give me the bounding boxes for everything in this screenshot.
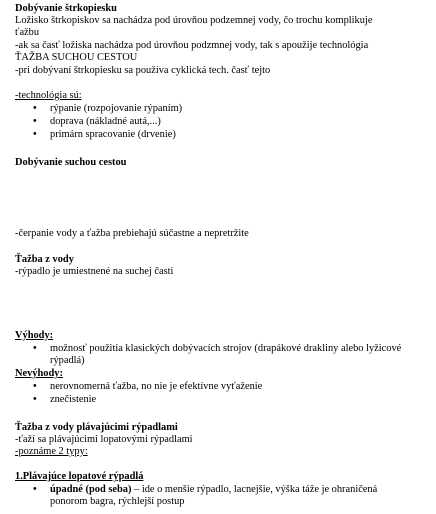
list-item-description: – ide o menšie rýpadlo, lacnejšie, výška táže je ohraničená ponorom bagra, rýchlejší postup [50,484,378,507]
doc-title: Dobývanie štrkopiesku [15,3,117,14]
section-heading: Dobývanie suchou cestou [15,157,127,168]
subsection-heading: 1.Plávajúce lopatové rýpadlá [15,471,144,482]
list-item-text: primárn spracovanie (drvenie) [50,129,176,140]
section-heading: Ťažba z vody plávajúcimi rýpadlami [15,422,178,433]
paragraph: -poznáme 2 typy: [15,446,88,457]
pros-heading: Výhody: [15,330,54,341]
list-item-text: nerovnomerná ťažba, no nie je efektívne vyťaženie [50,381,263,392]
list-item-text: doprava (nákladné autá,...) [50,116,161,127]
paragraph: -čerpanie vody a ťažba prebiehajú súčastne a nepretržite [15,228,249,239]
intro-line: Ložisko štrkopiskov sa nachádza pod úrovňou podzemnej vody, čo trochu komplikuje [15,15,373,26]
paragraph: -ťaží sa plávajúcimi lopatovými rýpadlami [15,434,193,445]
tech-heading: -technológia sú: [15,90,82,101]
list-item-bold-term: úpadné (pod seba) [50,484,132,495]
intro-line: ŤAŽBA SUCHOU CESTOU [15,52,138,63]
list-item-text: rýpanie (rozpojovanie rýpaním) [50,103,183,114]
intro-line: ťažbu [15,27,40,38]
intro-line: -pri dobývaní štrkopiesku sa používa cyklická tech. časť tejto [15,65,271,76]
intro-line: -ak sa časť ložiska nachádza pod úrovňou podzmnej vody, tak s apoužije technológia [15,40,369,51]
paragraph: -rýpadlo je umiestnené na suchej časti [15,266,174,277]
list-item-text [50,484,410,507]
list-item-text: znečistenie [50,394,97,405]
list-item-text: možnosť použitia klasických dobývacích strojov (drapákové drakliny alebo lyžicové rýpadlá) [50,343,402,366]
section-heading: Ťažba z vody [15,254,74,265]
cons-heading: Nevýhody: [15,368,63,379]
